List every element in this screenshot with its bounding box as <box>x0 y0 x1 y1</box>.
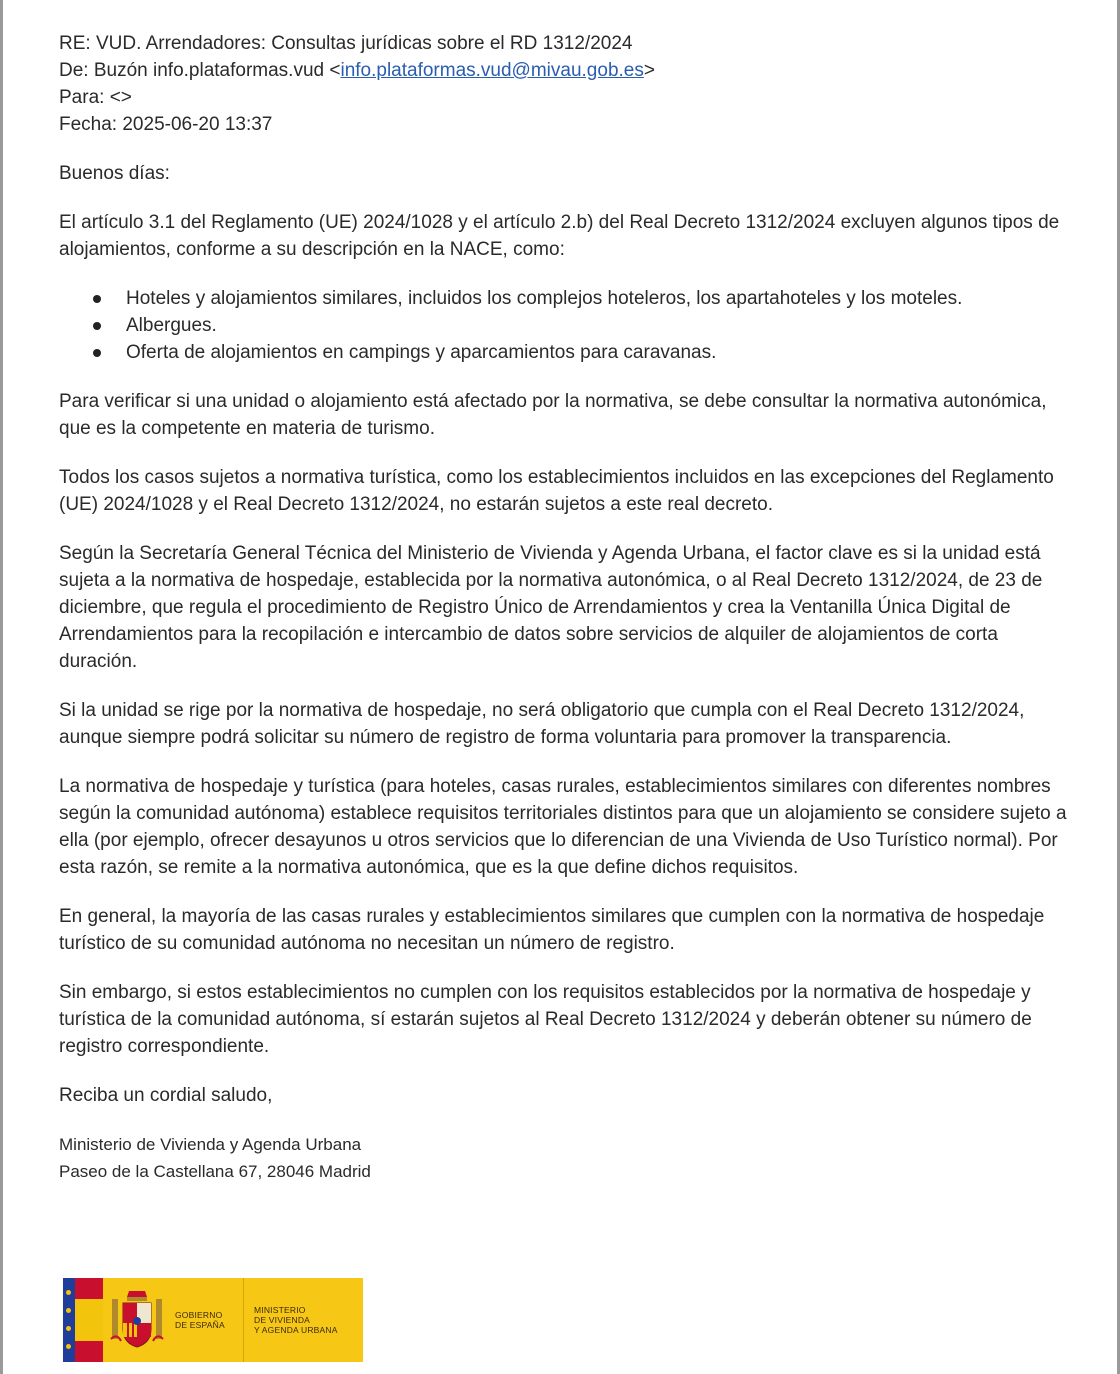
paragraph: Según la Secretaría General Técnica del Ministerio de Vivienda y Agenda Urbana, el factor clave es si la unidad está sujeta a la normativa de hospedaje, establecida por la normativa autonómica, o al Real Decreto 1312/2024, de 23 de diciembre, que regula el procedimiento de Registro Único de Arrendamientos y crea la Ventanilla Única Digital de Arrendamientos para la recopilación e intercambio de datos sobre servicios de alquiler de alojamientos de corta duración. <box>59 543 1043 672</box>
government-logo <box>63 1278 363 1362</box>
email-from <box>59 57 1079 84</box>
bullet-icon <box>93 295 101 303</box>
exclusions-list <box>59 285 1079 366</box>
bullet-icon <box>93 322 101 330</box>
email-to: Para: <> <box>59 87 132 108</box>
from-label: De: Buzón info.plataformas.vud < <box>59 60 341 81</box>
closing: Reciba un cordial saludo, <box>59 1085 273 1106</box>
paragraph: Sin embargo, si estos establecimientos no cumplen con los requisitos establecidos por la normativa de hospedaje y turística de la comunidad autónoma, sí estarán sujetos al Real Decreto 1312/2024 y deberán obtener su número de registro correspondiente. <box>59 982 1032 1057</box>
from-suffix: > <box>643 60 655 81</box>
intro-paragraph: El artículo 3.1 del Reglamento (UE) 2024/1028 y el artículo 2.b) del Real Decreto 1312/2024 excluyen algunos tipos de alojamientos, conforme a su descripción en la NACE, como: <box>59 212 1060 260</box>
signature-address: Paseo de la Castellana 67, 28046 Madrid <box>59 1162 371 1181</box>
list-item: Albergues. <box>126 312 1079 339</box>
signature-org: Ministerio de Vivienda y Agenda Urbana <box>59 1135 362 1154</box>
paragraph: Si la unidad se rige por la normativa de hospedaje, no será obligatorio que cumpla con el Real Decreto 1312/2024, aunque siempre podrá solicitar su número de registro de forma voluntaria para promover la transparencia. <box>59 700 1025 748</box>
logo-divider <box>243 1278 244 1362</box>
greeting: Buenos días: <box>59 163 170 184</box>
eu-stars-bar <box>63 1278 75 1362</box>
signature <box>59 1131 1079 1185</box>
coat-of-arms-icon <box>109 1289 165 1351</box>
ministerio-text: MINISTERIO DE VIVIENDA Y AGENDA URBANA <box>254 1305 338 1335</box>
paragraph: En general, la mayoría de las casas rurales y establecimientos similares que cumplen con la normativa de hospedaje turístico de su comunidad autónoma no necesitan un número de registro. <box>59 906 1045 954</box>
list-item: Hoteles y alojamientos similares, incluidos los complejos hoteleros, los apartahoteles y los moteles. <box>126 285 1079 312</box>
paragraph: La normativa de hospedaje y turística (para hoteles, casas rurales, establecimientos similares con diferentes nombres según la comunidad autónoma) establece requisitos territoriales distintos para que un alojamiento se considere sujeto a ella (por ejemplo, ofrecer desayunos u otros servicios que lo diferencian de una Vivienda de Uso Turístico normal). Por esta razón, se remite a la normativa autonómica, que es la que define dichos requisitos. <box>59 776 1067 878</box>
email-body <box>59 30 1079 1185</box>
from-email-link[interactable]: info.plataformas.vud@mivau.gob.es <box>340 60 644 81</box>
email-header <box>59 30 1079 138</box>
list-item: Oferta de alojamientos en campings y aparcamientos para caravanas. <box>126 339 1079 366</box>
spain-flag-bar <box>75 1278 103 1362</box>
email-date: Fecha: 2025-06-20 13:37 <box>59 114 273 135</box>
bullet-icon <box>93 349 101 357</box>
gobierno-text: GOBIERNO DE ESPAÑA <box>175 1310 225 1330</box>
paragraph: Todos los casos sujetos a normativa turística, como los establecimientos incluidos en las excepciones del Reglamento (UE) 2024/1028 y el Real Decreto 1312/2024, no estarán sujetos a este real decreto. <box>59 467 1054 515</box>
paragraph: Para verificar si una unidad o alojamiento está afectado por la normativa, se debe consultar la normativa autonómica, que es la competente en materia de turismo. <box>59 391 1047 439</box>
email-subject: RE: VUD. Arrendadores: Consultas jurídicas sobre el RD 1312/2024 <box>59 33 633 54</box>
